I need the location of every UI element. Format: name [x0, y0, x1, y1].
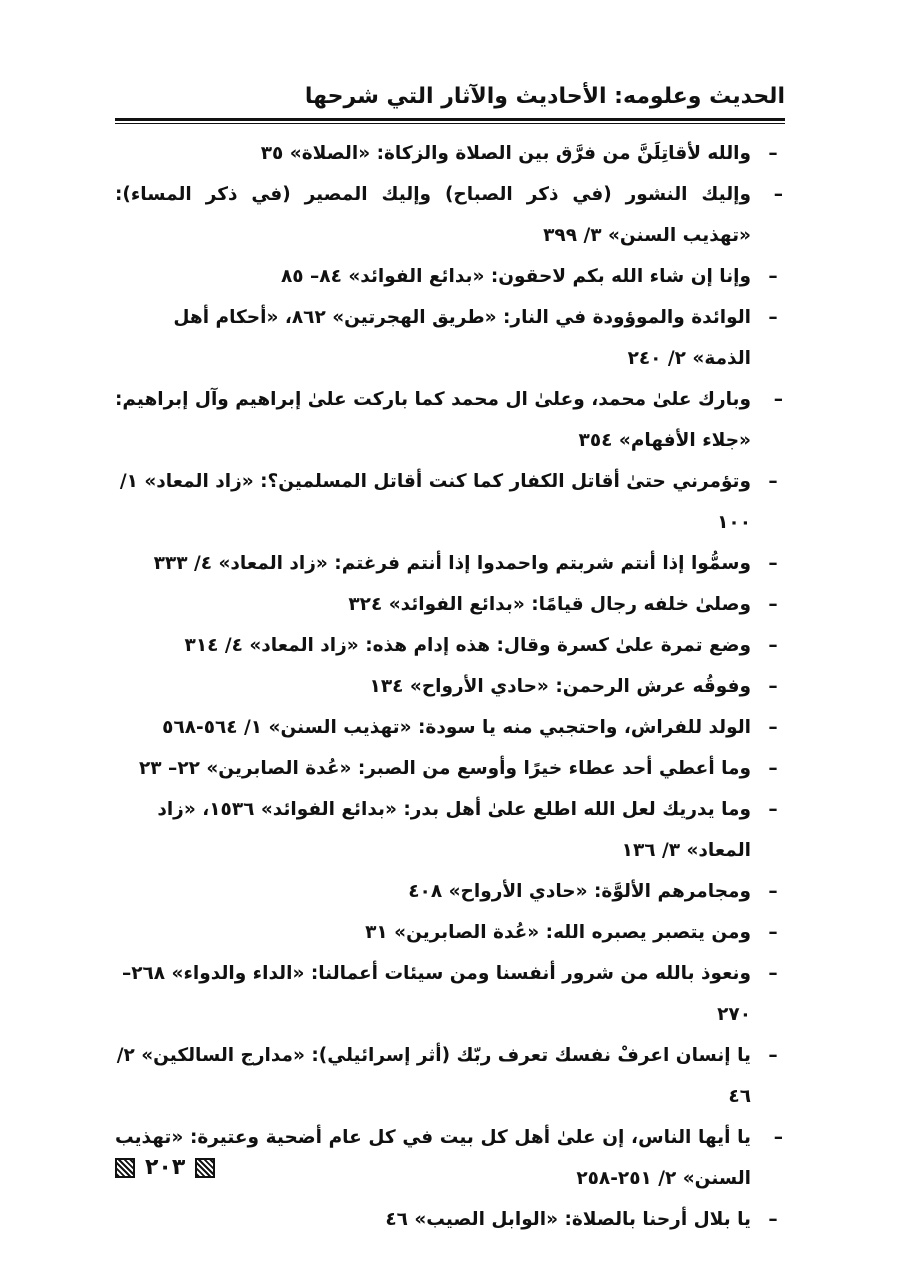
list-item [115, 379, 785, 461]
entry-text: يا إنسان اعرفْ نفسك تعرف ربّك (أثر إسرائيلي): «مدارج السالكين» ٢/ ٤٦ [116, 1045, 751, 1107]
dash-bullet-icon: – [768, 717, 778, 738]
list-item [115, 789, 785, 871]
entry-text: يا أيها الناس، إن علىٰ أهل كل بيت في كل عام أضحية وعتيرة: «تهذيب السنن» ٢/ ٢٥١-٢٥٨ [115, 1127, 751, 1189]
list-item [115, 666, 785, 707]
ornament-square-icon [115, 1158, 135, 1178]
dash-bullet-icon: – [768, 881, 778, 902]
dash-bullet-icon: – [768, 799, 778, 820]
list-item [115, 953, 785, 1035]
entry-text: وصلىٰ خلفه رجال قيامًا: «بدائع الفوائد» ٣٢٤ [348, 594, 751, 615]
list-item [115, 1035, 785, 1117]
list-item [115, 461, 785, 543]
dash-bullet-icon: – [768, 1209, 778, 1230]
list-item [115, 871, 785, 912]
entry-text: ومجامرهم الألوَّة: «حادي الأرواح» ٤٠٨ [408, 881, 751, 902]
dash-bullet-icon: – [768, 922, 778, 943]
dash-bullet-icon: – [768, 471, 778, 492]
entry-text: وإنا إن شاء الله بكم لاحقون: «بدائع الفوائد» ٨٤– ٨٥ [281, 266, 751, 287]
list-item [115, 748, 785, 789]
entry-text: يا بلال أرحنا بالصلاة: «الوابل الصيب» ٤٦ [385, 1209, 751, 1230]
hadith-index-list [115, 133, 785, 1240]
list-item [115, 1117, 785, 1199]
dash-bullet-icon: – [768, 266, 778, 287]
dash-bullet-icon: – [768, 758, 778, 779]
entry-text: والله لأقاتِلَنَّ من فرَّق بين الصلاة والزكاة: «الصلاة» ٣٥ [260, 143, 751, 164]
entry-text: وفوقُه عرش الرحمن: «حادي الأرواح» ١٣٤ [369, 676, 751, 697]
dash-bullet-icon: – [773, 389, 783, 410]
list-item [115, 625, 785, 666]
dash-bullet-icon: – [768, 963, 778, 984]
list-item [115, 133, 785, 174]
entry-text: وضع تمرة علىٰ كسرة وقال: هذه إدام هذه: «زاد المعاد» ٤/ ٣١٤ [184, 635, 751, 656]
ornament-square-icon [195, 1158, 215, 1178]
list-item [115, 174, 785, 256]
header-rule-thick [115, 118, 785, 121]
entry-text: وإليك النشور (في ذكر الصباح) وإليك المصير (في ذكر المساء): «تهذيب السنن» ٣/ ٣٩٩ [115, 184, 751, 246]
dash-bullet-icon: – [768, 307, 778, 328]
entry-text: وما أعطي أحد عطاء خيرًا وأوسع من الصبر: «عُدة الصابرين» ٢٢– ٢٣ [139, 758, 751, 779]
dash-bullet-icon: – [768, 1045, 778, 1066]
list-item [115, 1199, 785, 1240]
running-header: الحديث وعلومه: الأحاديث والآثار التي شرحها [304, 84, 785, 109]
entry-text: الولد للفراش، واحتجبي منه يا سودة: «تهذيب السنن» ١/ ٥٦٤-٥٦٨ [162, 717, 751, 738]
entry-text: الوائدة والموؤودة في النار: «طريق الهجرتين» ٨٦٢، «أحكام أهل الذمة» ٢/ ٢٤٠ [173, 307, 751, 369]
entry-text: ونعوذ بالله من شرور أنفسنا ومن سيئات أعمالنا: «الداء والدواء» ٢٦٨– ٢٧٠ [121, 963, 751, 1025]
dash-bullet-icon: – [773, 1127, 783, 1148]
entry-text: ومن يتصبر يصبره الله: «عُدة الصابرين» ٣١ [365, 922, 751, 943]
page-footer [115, 1153, 215, 1183]
page-number: ٢٠٣ [145, 1155, 186, 1180]
list-item [115, 297, 785, 379]
dash-bullet-icon: – [768, 635, 778, 656]
list-item [115, 256, 785, 297]
list-item [115, 912, 785, 953]
entry-text: وبارك علىٰ محمد، وعلىٰ ال محمد كما باركت علىٰ إبراهيم وآل إبراهيم: «جلاء الأفهام» ٣٥٤ [115, 389, 751, 451]
entry-text: وما يدريك لعل الله اطلع علىٰ أهل بدر: «بدائع الفوائد» ١٥٣٦، «زاد المعاد» ٣/ ١٣٦ [157, 799, 751, 861]
dash-bullet-icon: – [768, 594, 778, 615]
list-item [115, 707, 785, 748]
dash-bullet-icon: – [773, 184, 783, 205]
entry-text: وتؤمرني حتىٰ أقاتل الكفار كما كنت أقاتل المسلمين؟: «زاد المعاد» ١/ ١٠٠ [119, 471, 751, 533]
list-item [115, 584, 785, 625]
dash-bullet-icon: – [768, 676, 778, 697]
dash-bullet-icon: – [768, 143, 778, 164]
entry-text: وسمُّوا إذا أنتم شربتم واحمدوا إذا أنتم فرغتم: «زاد المعاد» ٤/ ٣٣٣ [153, 553, 751, 574]
dash-bullet-icon: – [768, 553, 778, 574]
header-rule-thin [115, 123, 785, 124]
list-item [115, 543, 785, 584]
